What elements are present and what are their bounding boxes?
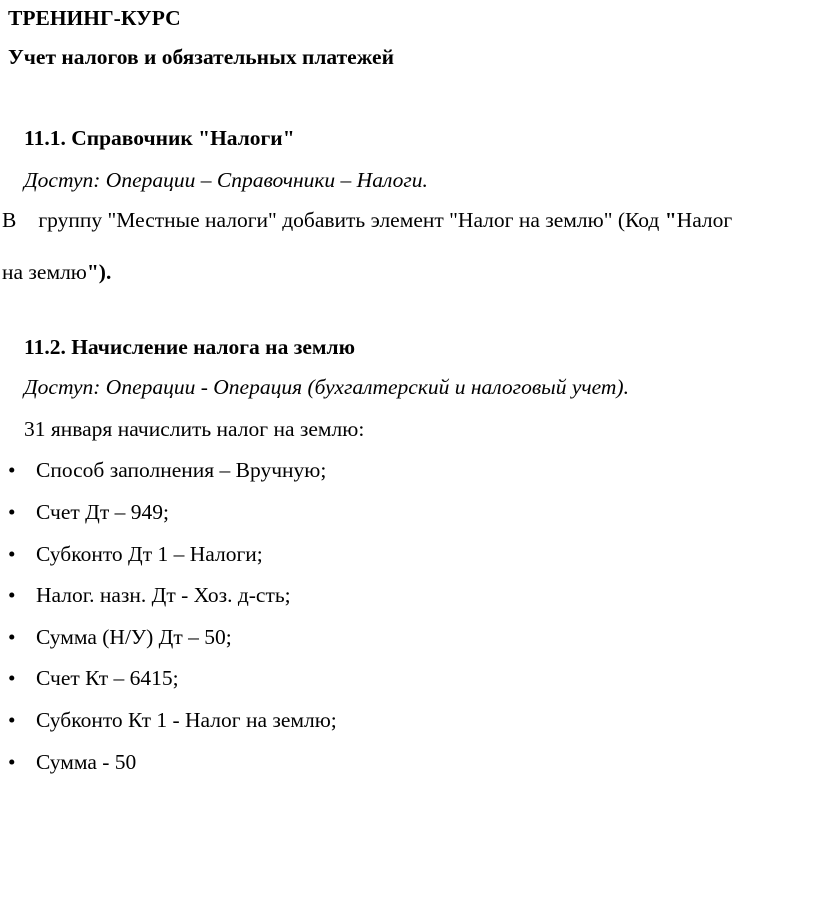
bullet-item xyxy=(8,502,169,524)
bullet-item xyxy=(8,710,337,732)
bullet-marker: • xyxy=(8,750,16,774)
section-1-text-word: В xyxy=(2,208,17,232)
section-1-text-end: Налог xyxy=(676,208,733,232)
bullet-text: Счет Дт – 949; xyxy=(36,500,169,524)
bullet-marker: • xyxy=(8,458,16,482)
section-1-heading: 11.1. Справочник "Налоги" xyxy=(24,126,295,150)
section-2-access-path: Доступ: Операции - Операция (бухгалтерский и налоговый учет). xyxy=(24,375,629,399)
bullet-text: Счет Кт – 6415; xyxy=(36,666,179,690)
section-2-intro: 31 января начислить налог на землю: xyxy=(24,417,365,441)
bullet-text: Способ заполнения – Вручную; xyxy=(36,458,327,482)
bullet-text: Субконто Кт 1 - Налог на землю; xyxy=(36,708,337,732)
section-1-text-closing: "). xyxy=(86,260,112,284)
section-2-heading: 11.2. Начисление налога на землю xyxy=(24,335,356,359)
bullet-marker: • xyxy=(8,666,16,690)
bullet-marker: • xyxy=(8,542,16,566)
section-1-text-line-2 xyxy=(2,262,111,284)
bullet-item xyxy=(8,544,263,566)
section-1-text-quote: " xyxy=(664,208,677,232)
bullet-text: Сумма - 50 xyxy=(36,750,137,774)
document-subtitle: Учет налогов и обязательных платежей xyxy=(8,45,394,69)
section-1-access-path: Доступ: Операции – Справочники – Налоги. xyxy=(24,168,428,192)
bullet-item xyxy=(8,668,179,690)
bullet-item xyxy=(8,627,232,649)
bullet-text: Налог. назн. Дт - Хоз. д-сть; xyxy=(36,583,291,607)
bullet-marker: • xyxy=(8,625,16,649)
bullet-text: Сумма (Н/У) Дт – 50; xyxy=(36,625,232,649)
bullet-marker: • xyxy=(8,708,16,732)
bullet-marker: • xyxy=(8,500,16,524)
section-1-text-continuation: на землю xyxy=(2,260,87,284)
bullet-item xyxy=(8,460,326,482)
section-1-text-body: группу "Местные налоги" добавить элемент "Налог на землю" (Код xyxy=(38,208,665,232)
section-1-text-line-1 xyxy=(2,210,732,232)
bullet-item xyxy=(8,752,136,774)
course-title: ТРЕНИНГ-КУРС xyxy=(8,6,181,30)
bullet-text: Субконто Дт 1 – Налоги; xyxy=(36,542,263,566)
bullet-item xyxy=(8,585,291,607)
bullet-marker: • xyxy=(8,583,16,607)
